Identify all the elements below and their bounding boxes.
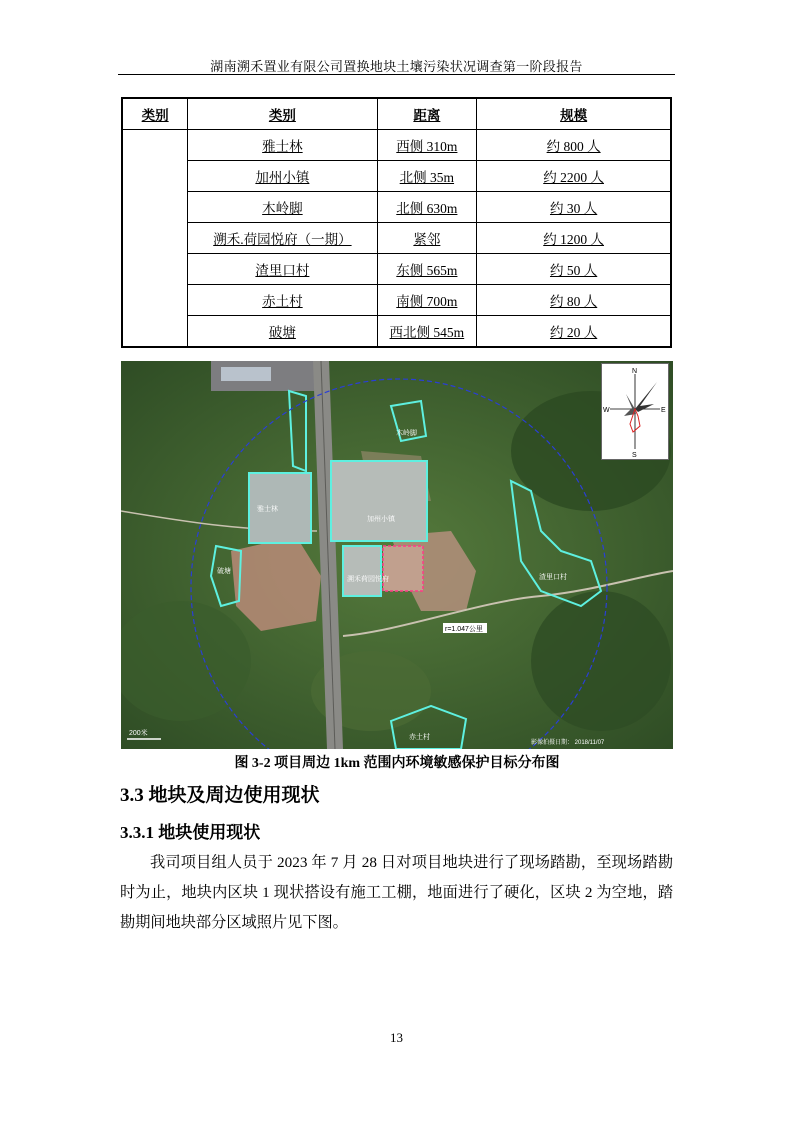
table-row — [122, 192, 671, 223]
row-scale: 约 80 人 — [477, 285, 671, 316]
row-distance: 东侧 565m — [377, 254, 477, 285]
project-site — [383, 546, 423, 591]
header-distance: 距离 — [377, 98, 477, 130]
label-yashilin: 雅士林 — [257, 506, 278, 513]
page-number: 13 — [390, 1030, 403, 1045]
page-header: 湖南溯禾置业有限公司置换地块土壤污染状况调查第一阶段报告 — [210, 59, 583, 74]
row-distance: 北侧 35m — [377, 161, 477, 192]
forest-patch — [531, 591, 671, 731]
section-heading: 3.3 地块及周边使用现状 — [120, 785, 320, 806]
row-distance: 紧邻 — [377, 223, 477, 254]
row-name: 渣里口村 — [188, 254, 377, 285]
compass-svg — [602, 364, 668, 459]
radius-label: r=1.047公里 — [445, 626, 483, 633]
jiazhou-block — [331, 461, 427, 541]
compass-e: E — [661, 407, 666, 414]
row-scale: 约 50 人 — [477, 254, 671, 285]
category-cell — [122, 130, 188, 348]
body-paragraph: 我司项目组人员于 2023 年 7 月 28 日对项目地块进行了现场踏勘，至现场踏勘时为止，地块内区块 1 现状搭设有施工工棚，地面进行了硬化，区块 2 为空地，踏勘期间地块部分区域照片见下图。 — [120, 854, 673, 931]
header-scale: 规模 — [477, 98, 671, 130]
figure-caption: 图 3-2 项目周边 1km 范围内环境敏感保护目标分布图 — [234, 756, 560, 771]
scale-label: 200米 — [129, 730, 148, 737]
row-name: 雅士林 — [188, 130, 377, 161]
row-name: 木岭脚 — [188, 192, 377, 223]
wind-rose-compass — [601, 363, 669, 460]
date-label: 影像拍摄日期： 2018/11/07 — [531, 740, 605, 746]
compass-s: S — [632, 452, 637, 459]
row-distance: 北侧 630m — [377, 192, 477, 223]
row-scale: 约 800 人 — [477, 130, 671, 161]
table-row — [122, 161, 671, 192]
row-name: 溯禾.荷园悦府（一期） — [188, 223, 377, 254]
wind-rose-petals — [635, 382, 657, 412]
factory-roof — [221, 367, 271, 381]
label-mulingjiao: 木岭脚 — [396, 430, 417, 437]
row-distance: 西侧 310m — [377, 130, 477, 161]
label-jiazhou: 加州小镇 — [367, 516, 395, 523]
table-row — [122, 254, 671, 285]
row-name: 赤土村 — [188, 285, 377, 316]
row-scale: 约 1200 人 — [477, 223, 671, 254]
satellite-map — [121, 361, 673, 749]
table-row — [122, 130, 671, 161]
map-svg — [121, 361, 673, 749]
row-scale: 约 20 人 — [477, 316, 671, 348]
label-potang: 破塘 — [217, 568, 231, 575]
row-name: 破塘 — [188, 316, 377, 348]
header-type: 类别 — [188, 98, 377, 130]
compass-n: N — [632, 368, 638, 375]
label-heyuan: 溯禾荷园悦府 — [347, 576, 389, 583]
heyuan-block — [343, 546, 381, 596]
compass-w: W — [603, 407, 610, 414]
subsection-heading: 3.3.1 地块使用现状 — [120, 823, 261, 842]
label-chitu: 赤土村 — [409, 734, 430, 741]
table-row — [122, 285, 671, 316]
label-zhalikou: 渣里口村 — [539, 574, 567, 581]
row-scale: 约 2200 人 — [477, 161, 671, 192]
header-rule — [118, 74, 675, 75]
header-category: 类别 — [122, 98, 188, 130]
table-row — [122, 316, 671, 348]
row-distance: 西北侧 545m — [377, 316, 477, 348]
row-name: 加州小镇 — [188, 161, 377, 192]
row-distance: 南侧 700m — [377, 285, 477, 316]
table-header-row — [122, 98, 671, 130]
row-scale: 约 30 人 — [477, 192, 671, 223]
sensitive-targets-table — [121, 97, 672, 348]
table-row — [122, 223, 671, 254]
